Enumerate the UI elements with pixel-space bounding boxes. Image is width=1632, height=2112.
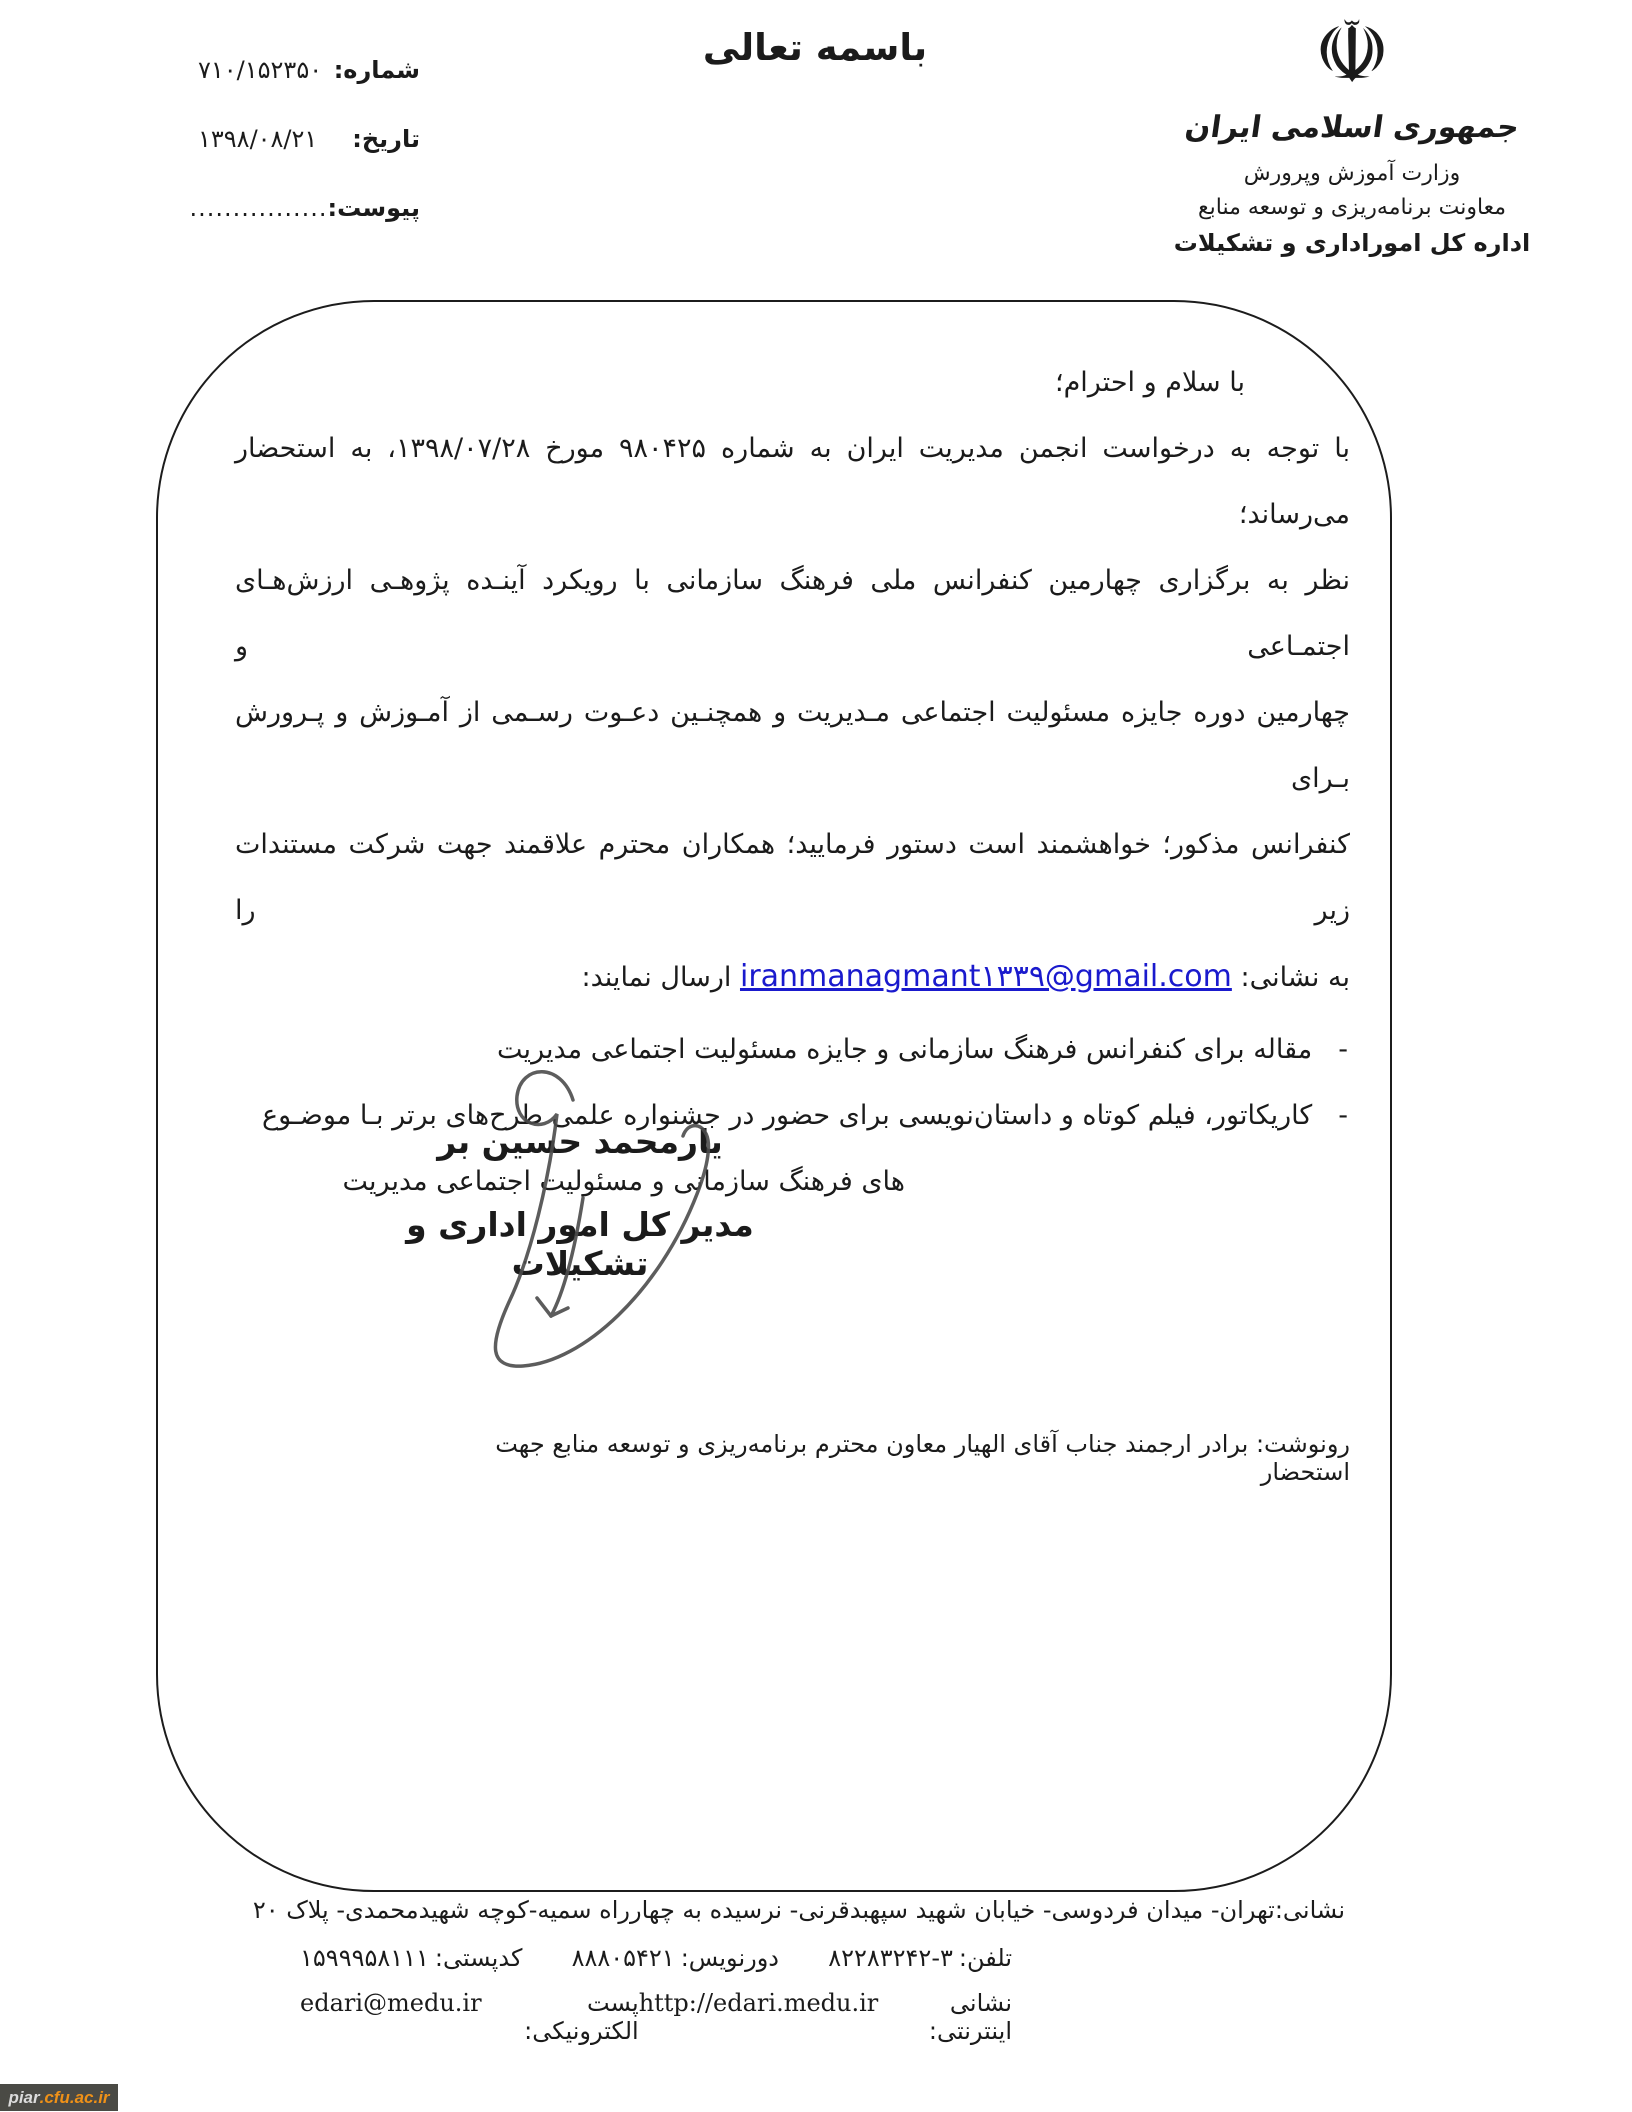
besmele-heading: باسمه تعالی xyxy=(702,26,928,69)
footer-phone xyxy=(828,1944,1012,1972)
footer-address: نشانی:تهران- میدان فردوسی- خیابان شهید سپهبدقرنی- نرسیده به چهارراه سمیه-کوچه شهیدمحمدی- پلاک ۲۰ xyxy=(252,1896,1345,1924)
letter-number-row xyxy=(198,56,420,84)
letter-attachment-value: ................ xyxy=(189,194,328,222)
signer-name: یارمحمد حسین بر xyxy=(437,1122,723,1161)
org-department-name: اداره کل اموراداری و تشکیلات xyxy=(1173,229,1531,257)
bullet-item-2 xyxy=(235,1083,1350,1149)
letter-number-label: شماره: xyxy=(333,56,420,84)
footer-postal-code xyxy=(300,1944,522,1972)
letter-date-label: تاریخ: xyxy=(352,125,420,153)
letter-date-value: ۱۳۹۸/۰۸/۲۱ xyxy=(198,125,318,153)
letter-number-value: ۷۱۰/۱۵۲۳۵۰ xyxy=(198,56,323,84)
footer-fax-value: ۸۸۸۰۵۴۲۱ xyxy=(571,1944,675,1972)
footer-postal-label: کدپستی: xyxy=(434,1944,523,1972)
email-line-suffix: ارسال نمایند: xyxy=(581,962,732,993)
bullet-1-text: مقاله برای کنفرانس فرهنگ سازمانی و جایزه مسئولیت اجتماعی مدیریت xyxy=(497,1034,1313,1065)
copy-recipients-line: رونوشت: برادر ارجمند جناب آقای الهیار معاون محترم برنامه‌ریزی و توسعه منابع جهت استحضار xyxy=(495,1430,1350,1486)
bullet-item-1 xyxy=(235,1017,1350,1083)
footer-website-url: http://edari.medu.ir xyxy=(638,1989,879,2017)
body-line-1: با توجه به درخواست انجمن مدیریت ایران به شماره ۹۸۰۴۲۵ مورخ ۱۳۹۸/۰۷/۲۸، به استحضار می‌رساند؛ xyxy=(235,433,1351,530)
footer-website-label: نشانی اینترنتی: xyxy=(928,1989,1012,2045)
bullet-2-text: کاریکاتور، فیلم کوتاه و داستان‌نویسی برای حضور در جشنواره علمی طرح‌های برتر بـا موضـوع xyxy=(261,1100,1313,1131)
footer-phone-label: تلفن: xyxy=(958,1944,1012,1972)
footer-online-row xyxy=(300,1989,1012,2045)
email-line-prefix: به نشانی: xyxy=(1240,962,1350,993)
org-deputy-name: معاونت برنامه‌ریزی و توسعه منابع xyxy=(1197,195,1507,220)
iran-emblem-icon: ☫ xyxy=(1313,3,1391,103)
footer-contact-row xyxy=(300,1944,1012,1972)
org-header-block xyxy=(1163,3,1541,257)
footer-fax xyxy=(572,1944,779,1972)
footer-email-label: پست الکترونیکی: xyxy=(524,1989,639,2045)
bullet-dash-icon: - xyxy=(1338,1100,1348,1131)
org-ministry-name: وزارت آموزش وپرورش xyxy=(1243,161,1461,186)
footer-website xyxy=(639,1989,1012,2045)
footer-postal-value: ۱۵۹۹۹۵۸۱۱۱ xyxy=(300,1944,429,1972)
letter-date-row xyxy=(198,125,420,153)
letter-meta-block xyxy=(189,56,420,263)
watermark-suffix: .cfu.ac.ir xyxy=(39,2088,110,2107)
body-line-2: نظر به برگزاری چهارمین کنفرانس ملی فرهنگ سازمانی با رویکرد آینـده پژوهـی ارزش‌هـای اجتمـاعی و xyxy=(235,565,1350,662)
org-republic-calligraphy: جمهوری اسلامی ایران xyxy=(1182,110,1522,145)
letter-attachment-row xyxy=(189,194,420,222)
letter-attachment-label: پیوست: xyxy=(327,194,420,222)
letter-body xyxy=(235,350,1350,1215)
footer-fax-label: دورنویس: xyxy=(680,1944,779,1972)
watermark-prefix: piar xyxy=(8,2088,40,2107)
greeting-line: با سلام و احترام؛ xyxy=(1054,367,1245,398)
site-watermark xyxy=(0,2084,118,2111)
footer-email xyxy=(300,1989,639,2045)
email-line xyxy=(235,944,1350,1011)
bullet-2-continuation: های فرهنگ سازمانی و مسئولیت اجتماعی مدیریت xyxy=(342,1166,905,1197)
conference-email-link[interactable]: iranmanagmant۱۳۳۹@gmail.com xyxy=(739,959,1232,994)
signer-title: مدیر کل امور اداری و تشکیلات xyxy=(406,1205,754,1283)
body-line-3: چهارمین دوره جایزه مسئولیت اجتماعی مـدیریت و همچنـین دعـوت رسـمی از آمـوزش و پـرورش بـرای xyxy=(235,697,1350,794)
body-line-4: کنفرانس مذکور؛ خواهشمند است دستور فرمایید؛ همکاران محترم علاقمند جهت شرکت مستندات زیر را xyxy=(235,829,1350,926)
footer-email-value: edari@medu.ir xyxy=(300,1989,482,2017)
footer-phone-value: ۸۲۲۸۳۲۴۲-۳ xyxy=(828,1944,953,1972)
bullet-list xyxy=(235,1017,1350,1215)
bullet-dash-icon: - xyxy=(1338,1034,1348,1065)
